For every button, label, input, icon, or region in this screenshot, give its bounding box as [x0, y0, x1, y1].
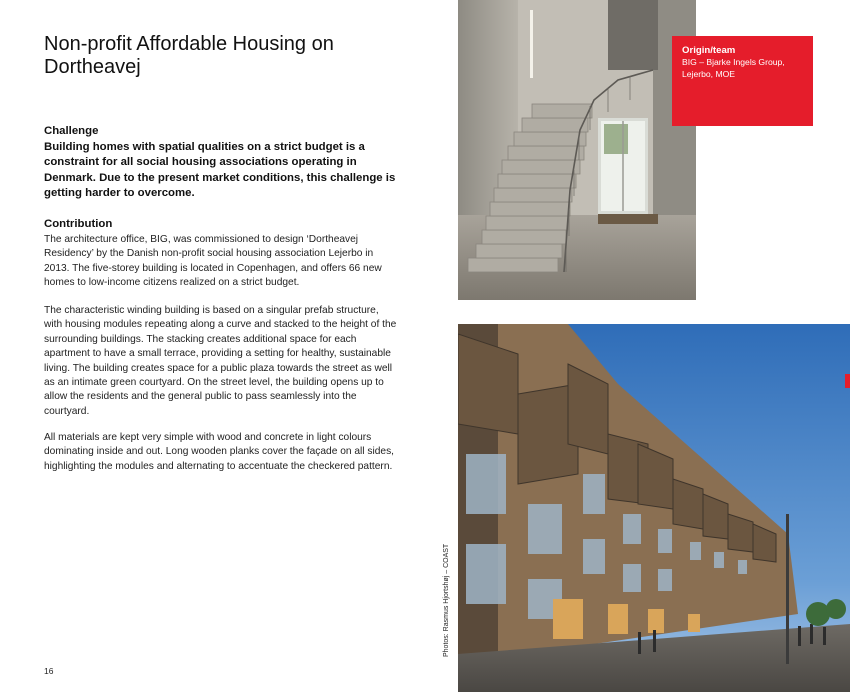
page-title: Non-profit Affordable Housing on Dortheavej — [44, 33, 334, 78]
contribution-paragraph-2: The characteristic winding building is based on a singular prefab structure, with housing modules repeating along a curve and stacked to the height of the surrounding buildings. The stacking creates additional space for each apartment to have a small terrace, providing a setting for healthy, sustainable living. The building creates space for a public plaza towards the street as well as an intimate green courtyard. On the street level, the building opens up to allow the residents and the general public to pass seamlessly into the courtyard. — [44, 305, 397, 417]
challenge-body: Building homes with spatial qualities on a strict budget is a constraint for all social housing associations operating in Denmark. Due to the present market conditions, this challenge is getting harder to overcome. — [44, 141, 396, 200]
building-exterior-photo — [458, 324, 850, 692]
photo-credit: Photos: Rasmus Hjortshøj – COAST — [443, 543, 450, 657]
challenge-heading: Challenge — [44, 125, 99, 137]
origin-heading: Origin/team — [682, 45, 736, 56]
contribution-paragraph-3: All materials are kept very simple with wood and concrete in light colours dominating inside and out. Long wooden planks cover the façade on all sides, highlighting the modules and alternating to accentuate the checkered pattern. — [44, 432, 395, 472]
page-number: 16 — [44, 666, 54, 676]
staircase-photo — [458, 0, 696, 300]
origin-body: BIG – Bjarke Ingels Group, Lejerbo, MOE — [682, 57, 785, 79]
contribution-heading: Contribution — [44, 218, 113, 230]
contribution-paragraph-1: The architecture office, BIG, was commissioned to design ‘Dortheavej Residency’ by the Danish non-profit social housing association Lejerbo in 2013. The five-storey building is located in Copenhagen, and offers 66 new homes to low-income citizens realized on a strict budget. — [44, 234, 382, 289]
origin-team-box — [672, 36, 813, 126]
page-marker-tab — [845, 374, 850, 388]
